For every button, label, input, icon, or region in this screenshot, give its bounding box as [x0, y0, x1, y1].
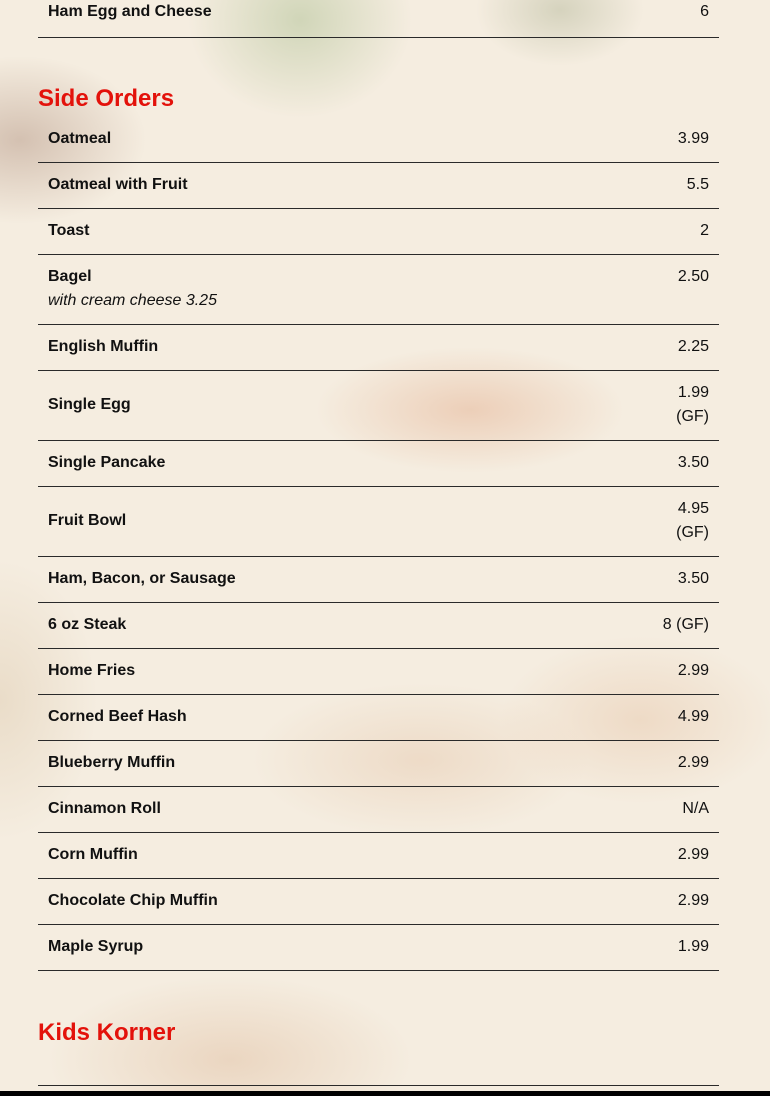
item-name-column	[48, 335, 158, 359]
section-title-kids-korner: Kids Korner	[38, 1019, 176, 1046]
item-name-column	[48, 127, 111, 151]
list-item	[38, 557, 719, 603]
list-item	[38, 741, 719, 787]
item-price: N/A	[682, 800, 709, 817]
item-name-column	[48, 889, 218, 913]
item-price: 1.99 (GF)	[676, 384, 709, 425]
item-name: Toast	[48, 222, 90, 239]
list-item	[38, 117, 719, 163]
list-item	[38, 649, 719, 695]
item-price: 2.99	[677, 846, 709, 863]
list-item	[38, 603, 719, 649]
list-item	[38, 255, 719, 325]
item-price: 5.5	[686, 176, 709, 193]
item-price: 2.99	[677, 662, 709, 679]
item-name-column	[48, 567, 236, 591]
item-name-column	[48, 393, 131, 417]
item-name: Maple Syrup	[48, 938, 144, 955]
list-item	[38, 925, 719, 971]
list-item	[38, 163, 719, 209]
item-price: 2.99	[677, 754, 709, 771]
item-name-column	[48, 219, 89, 243]
item-price: 3.50	[677, 454, 709, 471]
item-price: 6	[700, 3, 709, 20]
menu-item-ham-egg-and-cheese	[38, 0, 719, 38]
list-item	[38, 209, 719, 255]
item-name-column	[48, 173, 188, 197]
divider	[38, 1085, 719, 1086]
item-name-column	[48, 613, 126, 637]
list-item	[38, 695, 719, 741]
item-name: Corn Muffin	[48, 846, 138, 863]
item-name-column	[48, 265, 217, 313]
item-name: Ham, Bacon, or Sausage	[48, 570, 236, 587]
item-name: 6 oz Steak	[48, 616, 127, 633]
bottom-bar	[0, 1091, 770, 1096]
item-note: with cream cheese 3.25	[48, 292, 217, 309]
item-name: Chocolate Chip Muffin	[48, 892, 218, 909]
item-name: Oatmeal	[48, 130, 112, 147]
item-name-column	[48, 705, 187, 729]
list-item	[38, 325, 719, 371]
item-name: Ham Egg and Cheese	[48, 3, 212, 20]
item-name: Fruit Bowl	[48, 512, 127, 529]
item-price: 3.50	[677, 570, 709, 587]
list-item	[38, 371, 719, 441]
item-name: Single Egg	[48, 396, 131, 413]
item-name-column	[48, 659, 135, 683]
section-title-side-orders: Side Orders	[38, 85, 175, 112]
item-price: 4.95 (GF)	[676, 500, 709, 541]
item-name-column	[48, 509, 126, 533]
item-name-column	[48, 451, 165, 475]
list-item	[38, 879, 719, 925]
menu-page	[38, 0, 719, 1047]
list-item	[38, 787, 719, 833]
list-item	[38, 487, 719, 557]
item-price: 2	[700, 222, 709, 239]
item-name-column	[48, 935, 143, 959]
item-name-column	[48, 843, 138, 867]
item-price: 8 (GF)	[662, 616, 709, 633]
item-name: Blueberry Muffin	[48, 754, 176, 771]
item-name: Bagel	[48, 268, 92, 285]
item-price: 4.99	[677, 708, 709, 725]
item-name: Cinnamon Roll	[48, 800, 161, 817]
item-name: Home Fries	[48, 662, 136, 679]
list-item	[38, 441, 719, 487]
item-name: Corned Beef Hash	[48, 708, 187, 725]
item-price: 2.99	[677, 892, 709, 909]
side-orders-list	[38, 117, 719, 971]
item-price: 2.25	[677, 338, 709, 355]
item-price: 2.50	[677, 268, 709, 285]
item-name-column	[48, 797, 161, 821]
item-price: 1.99	[677, 938, 709, 955]
item-name: English Muffin	[48, 338, 159, 355]
item-name: Oatmeal with Fruit	[48, 176, 188, 193]
item-name-column	[48, 751, 175, 775]
item-price: 3.99	[677, 130, 709, 147]
item-name: Single Pancake	[48, 454, 166, 471]
list-item	[38, 833, 719, 879]
